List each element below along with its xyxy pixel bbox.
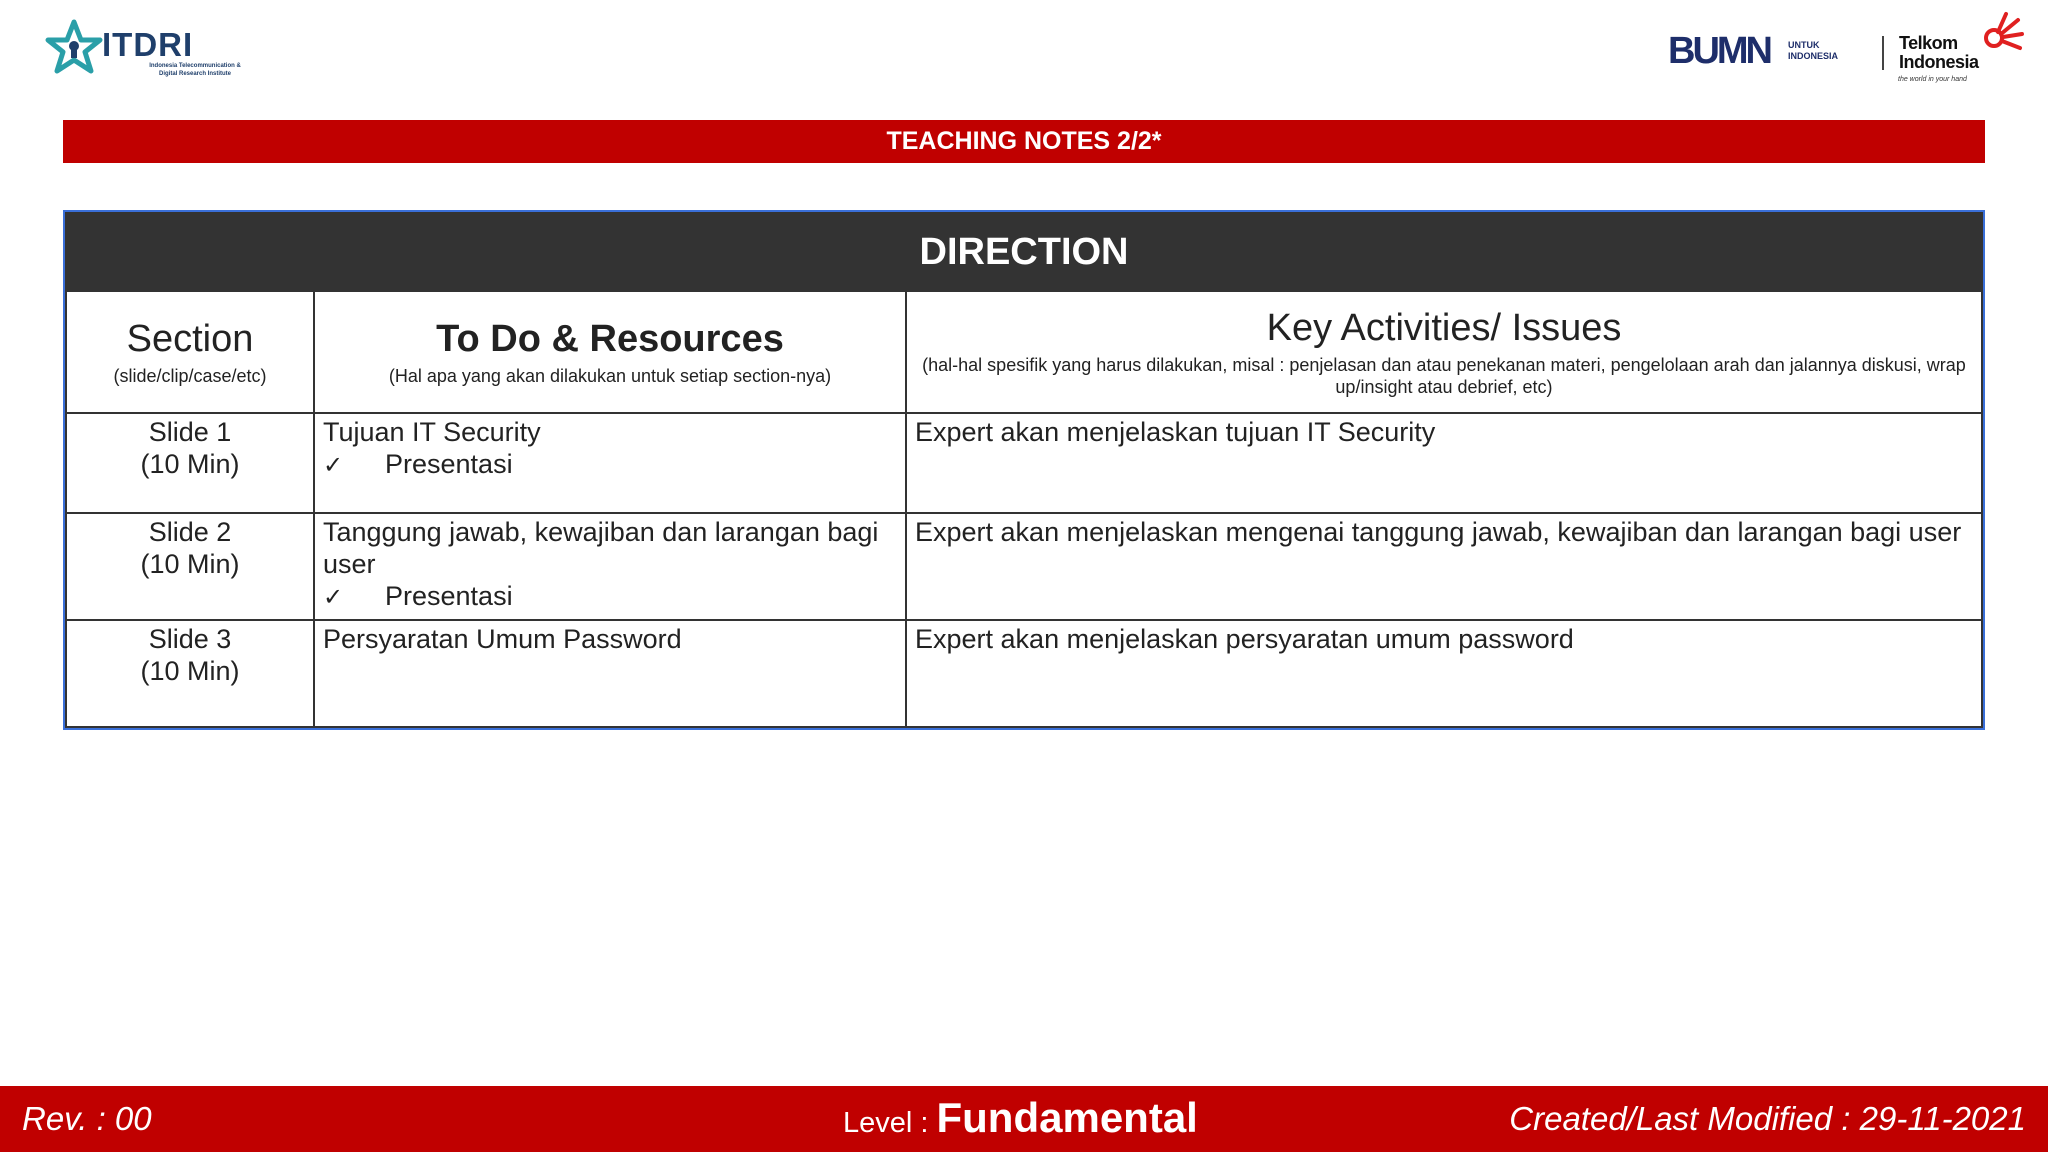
direction-table bbox=[63, 210, 1985, 730]
todo-text: Tanggung jawab, kewajiban dan larangan bagi user bbox=[323, 517, 879, 579]
column-title: Key Activities/ Issues bbox=[1266, 306, 1622, 349]
bumn-tagline: UNTUK INDONESIA bbox=[1788, 40, 1839, 61]
itdri-logo bbox=[44, 18, 241, 78]
itdri-subtitle: Indonesia Telecommunication & Digital Research Institute bbox=[149, 63, 241, 77]
section-duration: (10 Min) bbox=[140, 449, 240, 479]
title-bar bbox=[63, 120, 1985, 163]
level-value: Fundamental bbox=[936, 1094, 1198, 1141]
resource-item bbox=[323, 448, 897, 482]
logo-divider bbox=[1882, 36, 1884, 70]
resource-text: Presentasi bbox=[385, 581, 513, 611]
bumn-logo bbox=[1668, 26, 1868, 76]
section-duration: (10 Min) bbox=[140, 656, 240, 686]
bumn-wordmark: BUMN bbox=[1668, 30, 1770, 72]
section-cell bbox=[66, 513, 314, 620]
itdri-name: ITDRI bbox=[102, 26, 194, 63]
table-row bbox=[66, 413, 1982, 513]
column-subtitle: (slide/clip/case/etc) bbox=[113, 365, 267, 386]
modified-date: Created/Last Modified : 29-11-2021 bbox=[1509, 1100, 2026, 1137]
footer-bar bbox=[0, 1086, 2048, 1152]
todo-text: Persyaratan Umum Password bbox=[323, 624, 682, 654]
section-label: Slide 1 bbox=[148, 417, 232, 447]
checkmark-icon: ✓ bbox=[323, 584, 344, 611]
activity-cell: Expert akan menjelaskan mengenai tanggung jawab, kewajiban dan larangan bagi user bbox=[906, 513, 1982, 620]
page-title: TEACHING NOTES 2/2* bbox=[886, 127, 1162, 155]
telkom-tagline: the world in your hand bbox=[1898, 76, 1967, 83]
table-row bbox=[66, 513, 1982, 620]
section-label: Slide 2 bbox=[148, 517, 232, 547]
column-header-activities bbox=[906, 291, 1982, 413]
star-icon bbox=[44, 18, 104, 78]
table-heading: DIRECTION bbox=[66, 213, 1982, 291]
section-cell bbox=[66, 620, 314, 727]
column-subtitle: (hal-hal spesifik yang harus dilakukan, misal : penjelasan dan atau penekanan materi, pengelolaan arah dan jalannya diskusi, wrap up/insight atau debrief, etc) bbox=[922, 354, 1966, 397]
todo-cell bbox=[314, 413, 906, 513]
table-row bbox=[66, 620, 1982, 727]
activity-cell: Expert akan menjelaskan persyaratan umum password bbox=[906, 620, 1982, 727]
section-cell bbox=[66, 413, 314, 513]
column-header-todo bbox=[314, 291, 906, 413]
level-label: Level : bbox=[843, 1107, 937, 1139]
section-duration: (10 Min) bbox=[140, 549, 240, 579]
column-title: Section bbox=[126, 317, 254, 360]
revision-label: Rev. : 00 bbox=[22, 1100, 152, 1137]
todo-cell bbox=[314, 620, 906, 727]
todo-text: Tujuan IT Security bbox=[323, 417, 541, 447]
column-title: To Do & Resources bbox=[436, 317, 784, 360]
level-indicator bbox=[843, 1094, 1198, 1142]
telkom-logo bbox=[1896, 8, 2026, 88]
column-subtitle: (Hal apa yang akan dilakukan untuk setiap section-nya) bbox=[388, 365, 832, 386]
telkom-name: Telkom Indonesia bbox=[1899, 33, 1979, 72]
column-header-section bbox=[66, 291, 314, 413]
checkmark-icon: ✓ bbox=[323, 452, 344, 479]
todo-cell bbox=[314, 513, 906, 620]
section-label: Slide 3 bbox=[148, 624, 232, 654]
resource-text: Presentasi bbox=[385, 449, 513, 479]
activity-cell: Expert akan menjelaskan tujuan IT Security bbox=[906, 413, 1982, 513]
resource-item bbox=[323, 580, 897, 614]
